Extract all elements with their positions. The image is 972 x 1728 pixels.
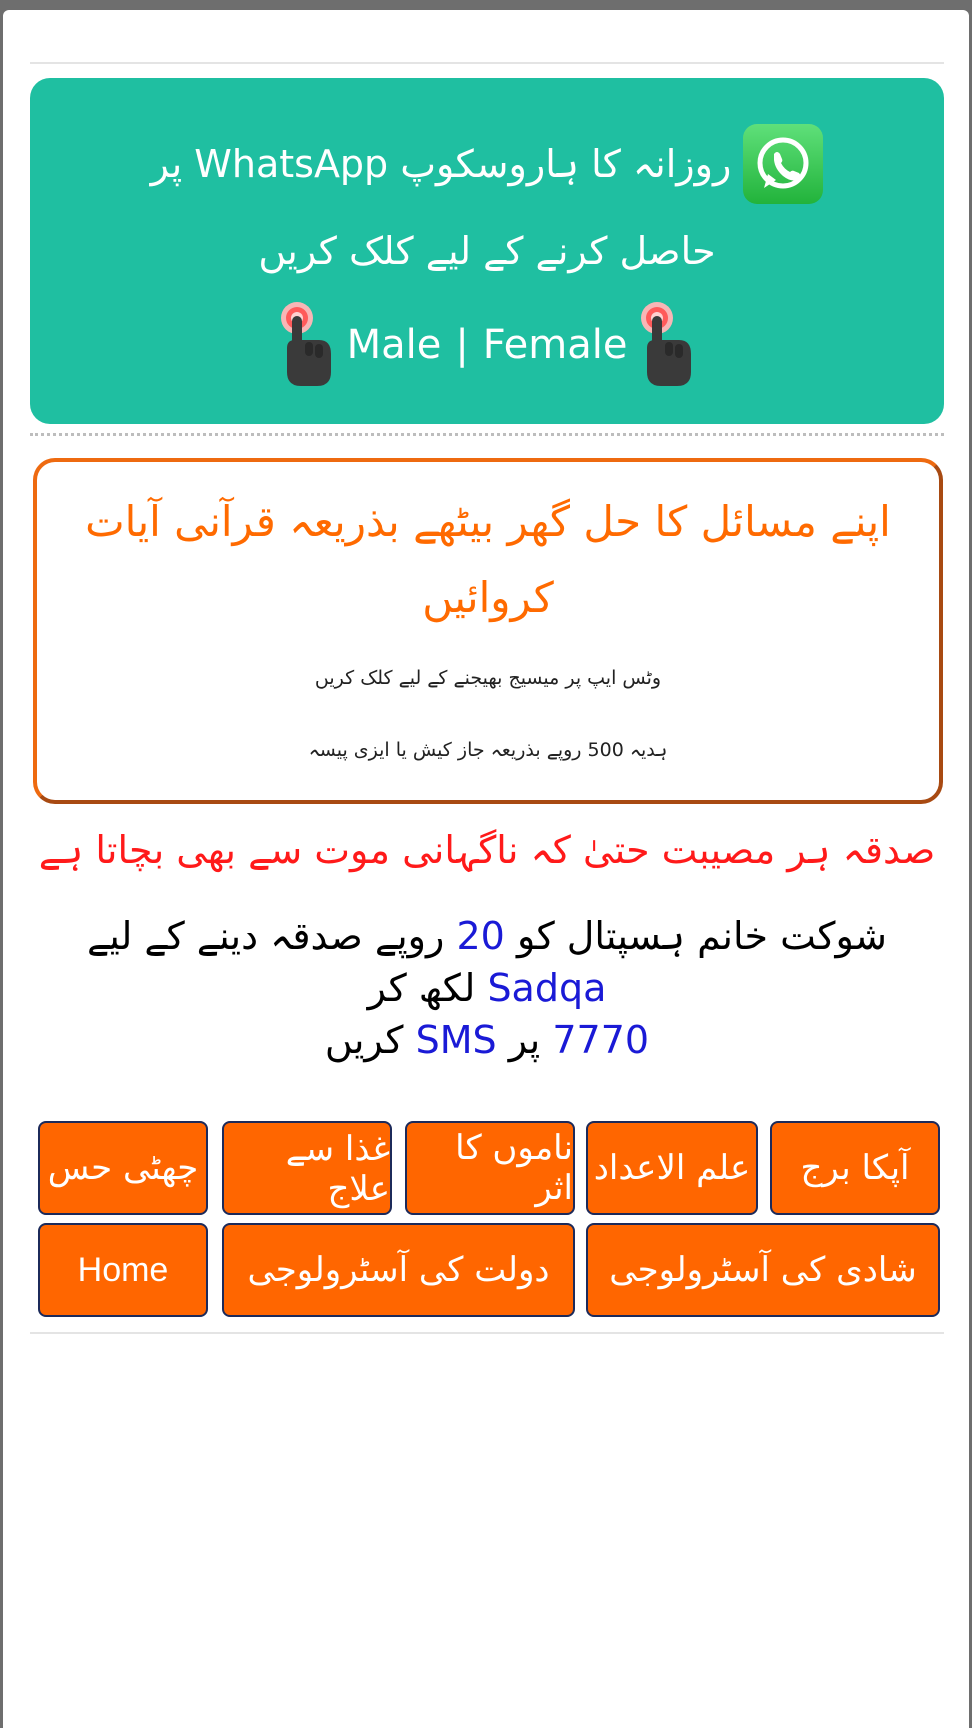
female-link[interactable]: Female xyxy=(482,322,628,368)
pointing-hand-icon xyxy=(637,300,697,390)
sadqa-text-5: کریں xyxy=(324,1018,404,1062)
nav-button-ghiza-se-ilaj[interactable]: غذا سے علاج xyxy=(222,1121,392,1215)
nav-button-chhati-hiss[interactable]: چھٹی حس xyxy=(38,1121,208,1215)
nav-button-ilm-ul-adad[interactable]: علم الاعداد xyxy=(586,1121,758,1215)
whatsapp-icon xyxy=(743,124,823,204)
bottom-divider xyxy=(30,1332,944,1334)
nav-button-aapka-burj[interactable]: آپکا برج xyxy=(770,1121,940,1215)
sadqa-line-2 xyxy=(30,962,944,1014)
gender-links xyxy=(30,300,944,390)
sms-number: 7770 xyxy=(552,1018,650,1062)
sms-label: SMS xyxy=(415,1018,497,1062)
sadqa-amount: 20 xyxy=(456,914,505,958)
sadqa-keyword: Sadqa xyxy=(487,966,607,1010)
whatsapp-title-text: روزانہ کا ہاروسکوپ WhatsApp پر xyxy=(150,142,732,186)
whatsapp-line-2: حاصل کرنے کے لیے کلک کریں xyxy=(258,229,716,273)
gender-separator: | xyxy=(455,322,469,368)
sadqa-headline: صدقہ ہر مصیبت حتیٰ کہ ناگہانی موت سے بھی بچاتا ہے xyxy=(38,828,936,872)
whatsapp-horoscope-card[interactable] xyxy=(30,78,944,424)
sadqa-text-3: لکھ کر xyxy=(367,966,476,1010)
whatsapp-line-1 xyxy=(30,124,944,204)
sadqa-text-4: پر xyxy=(508,1018,541,1062)
sadqa-text-1: شوکت خانم ہسپتال کو xyxy=(516,914,887,958)
quran-solutions-card[interactable] xyxy=(33,458,943,804)
sadqa-line-1 xyxy=(30,910,944,962)
nav-button-home[interactable]: Home xyxy=(38,1223,208,1317)
whatsapp-message-link[interactable]: وٹس ایپ پر میسیج بھیجنے کے لیے کلک کریں xyxy=(314,667,662,689)
male-link[interactable]: Male xyxy=(346,322,442,368)
pointing-hand-icon xyxy=(277,300,337,390)
nav-button-shadi-astrology[interactable]: شادی کی آسٹرولوجی xyxy=(586,1223,940,1317)
sadqa-instructions xyxy=(30,910,944,1066)
sadqa-text-2: روپے صدقہ دینے کے لیے xyxy=(86,914,445,958)
nav-button-daulat-astrology[interactable]: دولت کی آسٹرولوجی xyxy=(222,1223,575,1317)
sadqa-line-3 xyxy=(30,1014,944,1066)
fee-text: ہدیہ 500 روپے بذریعہ جاز کیش یا ایزی پیسہ xyxy=(308,739,668,761)
quran-title: اپنے مسائل کا حل گھر بیٹھے بذریعہ قرآنی آیات کروائیں xyxy=(85,497,891,622)
top-divider xyxy=(30,62,944,64)
page xyxy=(3,10,969,1728)
dotted-divider xyxy=(30,433,944,436)
nav-button-namon-ka-asar[interactable]: ناموں کا اثر xyxy=(405,1121,575,1215)
